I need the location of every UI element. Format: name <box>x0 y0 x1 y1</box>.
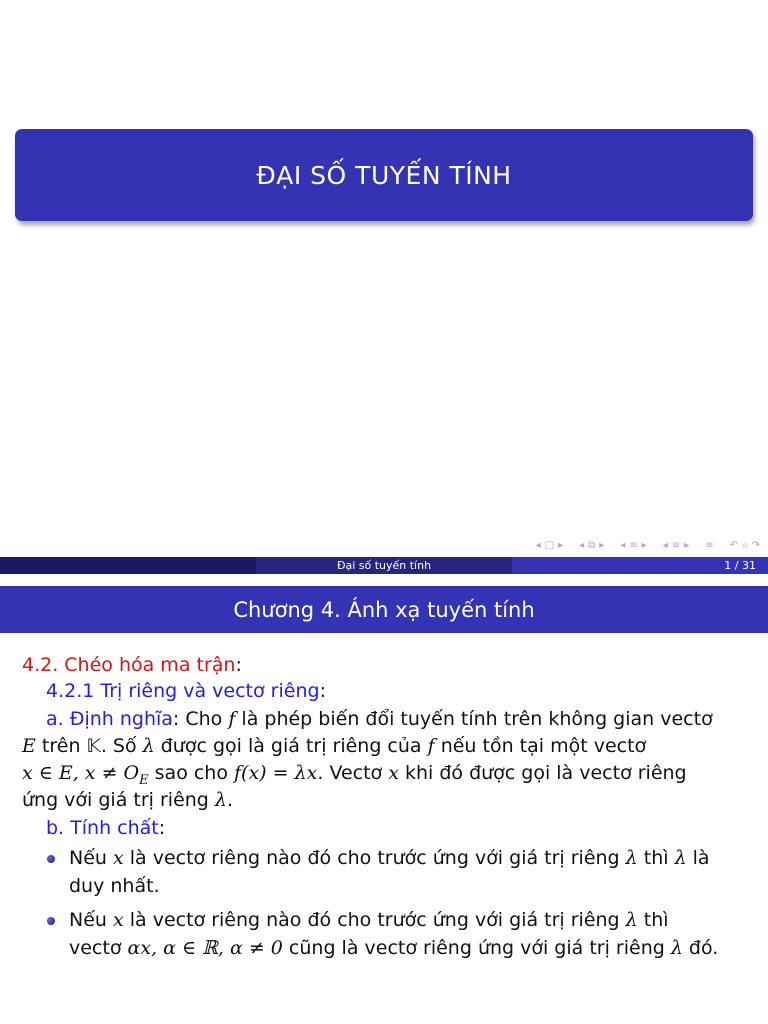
properties-colon: : <box>158 817 166 839</box>
bullet-text: Nếu <box>69 847 113 869</box>
bullet-text: duy nhất. <box>69 875 160 897</box>
nav-section-icon[interactable]: ≡ <box>671 539 681 551</box>
math-x: x <box>112 847 124 869</box>
math-E: E <box>22 735 36 757</box>
nav-next-section-icon[interactable]: ▸ <box>684 539 690 551</box>
math-lambda: λ <box>625 847 638 869</box>
title-banner <box>15 129 753 221</box>
footer-center <box>256 557 512 574</box>
section-label: 4.2. Chéo hóa ma trận <box>22 654 236 676</box>
nav-search-icon[interactable]: ⌕ <box>742 539 748 551</box>
bullet-2-line-1 <box>69 907 669 934</box>
section-colon: : <box>235 654 242 676</box>
presentation-title: ĐẠI SỐ TUYẾN TÍNH <box>256 160 512 190</box>
page-number: 1 / 31 <box>724 559 756 572</box>
subsection-heading <box>46 678 326 705</box>
definition-text: là phép biến đổi tuyến tính trên không gian vectơ <box>235 708 713 730</box>
bullet-icon <box>47 855 55 863</box>
definition-line-4 <box>22 787 233 814</box>
bullet-text: thì <box>637 909 669 931</box>
bullet-text: đó. <box>682 937 719 959</box>
definition-text: . Vectơ <box>317 762 389 784</box>
nav-forward-icon[interactable]: ↷ <box>751 539 760 551</box>
bullet-1-line-2 <box>69 873 160 900</box>
subsection-label: 4.2.1 Trị riêng và vectơ riêng <box>46 680 320 702</box>
nav-next-slide-icon[interactable]: ▸ <box>558 539 564 551</box>
bullet-text: là vectơ riêng nào đó cho trước ứng với giá trị riêng <box>123 847 626 869</box>
nav-subsection-icon[interactable]: ≡ <box>629 539 638 551</box>
definition-text: khi đó được gọi là vectơ riêng <box>398 762 687 784</box>
definition-text: . <box>226 789 233 811</box>
footer-left <box>0 557 256 574</box>
nav-prev-subsection-icon[interactable]: ◂ <box>620 539 626 551</box>
math-x: x <box>112 909 124 931</box>
footer-right <box>512 557 768 574</box>
definition-text: được gọi là giá trị riêng của <box>154 735 428 757</box>
definition-text: sao cho <box>148 762 235 784</box>
frame-title-bar <box>0 586 768 633</box>
beamer-navigation <box>536 537 760 553</box>
definition-text: ứng với giá trị riêng <box>22 789 215 811</box>
math-scalar-condition: αx, α ∈ ℝ, α ≠ 0 <box>127 937 283 959</box>
math-lambda: λ <box>142 735 155 757</box>
math-lambda: λ <box>214 789 227 811</box>
footer-title: Đại số tuyến tính <box>336 559 432 572</box>
math-lambda: λ <box>674 847 687 869</box>
definition-line-2 <box>22 733 646 760</box>
nav-slide-icon[interactable]: □ <box>544 539 555 551</box>
math-x: x <box>388 762 399 784</box>
math-condition: x ∈ E, x ≠ O <box>22 762 140 784</box>
definition-text: trên 𝕂. Số <box>35 735 143 757</box>
nav-prev-section-icon[interactable]: ◂ <box>662 539 668 551</box>
bullet-text: là vectơ riêng nào đó cho trước ứng với giá trị riêng <box>123 909 626 931</box>
bullet-text: cũng là vectơ riêng ứng với giá trị riêng <box>282 937 671 959</box>
math-lambda: λ <box>625 909 638 931</box>
properties-heading <box>46 815 165 842</box>
bullet-text: Nếu <box>69 909 113 931</box>
section-heading <box>22 652 242 679</box>
definition-text: : Cho <box>172 708 229 730</box>
bullet-text: thì <box>637 847 675 869</box>
math-subscript: E <box>139 772 149 788</box>
nav-next-frame-icon[interactable]: ▸ <box>599 539 605 551</box>
bullet-2-line-2 <box>69 935 718 962</box>
math-f: f <box>228 708 236 730</box>
nav-back-icon[interactable]: ↶ <box>729 539 738 551</box>
bullet-text: vectơ <box>69 937 128 959</box>
math-equation: f(x) = λx <box>234 762 318 784</box>
definition-line-1 <box>46 706 713 733</box>
frame-title: Chương 4. Ánh xạ tuyến tính <box>233 597 535 622</box>
bullet-icon <box>47 917 55 925</box>
slide-footer <box>0 557 768 574</box>
bullet-text: là <box>686 847 710 869</box>
properties-label: b. Tính chất <box>46 817 159 839</box>
nav-document-icon[interactable]: ≡ <box>705 539 714 551</box>
nav-frame-icon[interactable]: ⧉ <box>588 539 596 551</box>
math-lambda: λ <box>670 937 683 959</box>
definition-label: a. Định nghĩa <box>46 708 173 730</box>
nav-prev-slide-icon[interactable]: ◂ <box>535 539 541 551</box>
definition-text: nếu tồn tại một vectơ <box>434 735 647 757</box>
nav-prev-frame-icon[interactable]: ◂ <box>579 539 585 551</box>
bullet-1-line-1 <box>69 845 710 872</box>
math-f: f <box>427 735 435 757</box>
subsection-colon: : <box>319 680 326 702</box>
nav-next-subsection-icon[interactable]: ▸ <box>641 539 647 551</box>
